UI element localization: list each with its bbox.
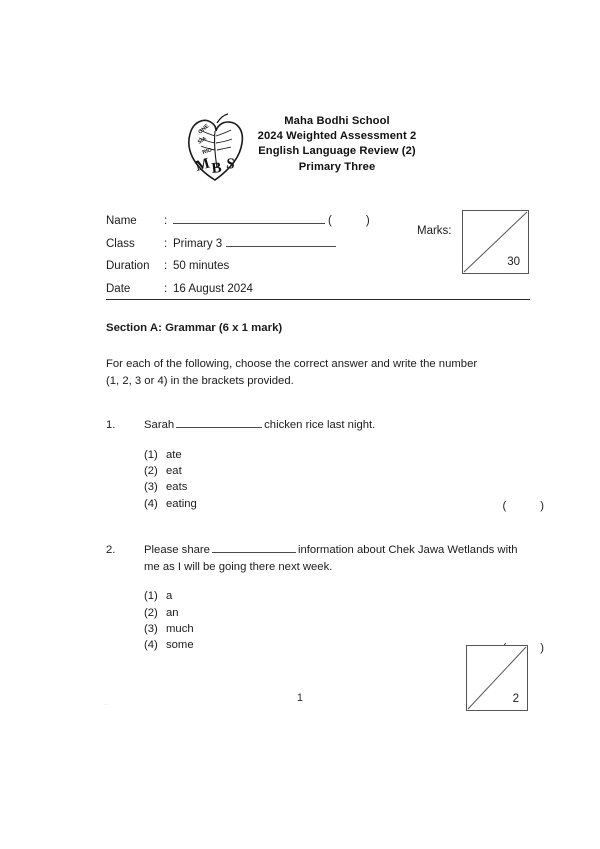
name-value-area [173,210,370,233]
assessment-title: 2024 Weighted Assessment 2 [257,130,417,143]
question-2-blank[interactable] [212,542,296,553]
name-row [106,210,406,233]
question-2-option-3-label: much [166,622,194,635]
school-name: Maha Bodhi School [284,115,390,127]
question-2-option-1[interactable] [144,588,536,604]
date-colon: : [164,282,168,295]
question-1-text-before: Sarah [144,419,175,431]
question-1-blank[interactable] [176,417,262,428]
class-colon: : [164,237,168,250]
svg-text:RIO: RIO [201,147,213,156]
document-header [0,108,600,184]
question-2-option-1-label: a [166,590,173,603]
svg-text:SIA: SIA [196,135,208,146]
class-value: Primary 3 [173,237,223,250]
question-2-paren-close: ) [540,641,544,654]
name-input[interactable] [173,213,325,224]
scan-artifact: .. [104,698,110,707]
subject-title: English Language Review (2) [258,145,416,158]
question-1-option-1-label: ate [166,448,182,461]
question-2-stem [106,542,536,575]
school-crest-icon [184,110,246,184]
level-title: Primary Three [298,160,376,173]
class-row [106,233,406,256]
question-2 [106,542,544,654]
header-title-block [258,108,417,175]
duration-colon: : [164,260,168,272]
question-1-number: 1. [106,419,116,431]
question-1-stem [106,417,536,434]
svg-text:B: B [210,160,223,177]
instructions-line-2: (1, 2, 3 or 4) in the brackets provided. [106,374,294,387]
class-input[interactable] [226,236,336,247]
name-colon: : [164,215,168,227]
page-number: 1 [297,692,303,704]
marks-score-box[interactable] [462,210,529,274]
particulars-block [106,210,406,300]
duration-value: 50 minutes [173,260,230,272]
marks-label: Marks: [417,225,452,237]
duration-row [106,255,406,278]
question-1-paren-open: ( [502,500,507,513]
question-2-text [144,542,536,575]
question-1-option-2-label: eat [166,464,182,477]
svg-text:ONE: ONE [197,123,210,136]
question-2-option-4-number: (4) [144,639,158,652]
date-row [106,278,406,301]
question-2-option-2[interactable] [144,605,536,621]
header-divider [106,299,530,300]
question-1-option-3-number: (3) [144,481,158,494]
class-label: Class [106,237,135,250]
svg-text:S: S [225,156,235,173]
question-2-option-3-number: (3) [144,622,158,635]
question-1-option-2-number: (2) [144,464,158,477]
class-value-area [173,233,336,256]
svg-text:M: M [193,155,212,175]
question-1-option-3[interactable] [144,479,536,495]
question-1-option-4-number: (4) [144,497,158,510]
question-2-number: 2. [106,544,116,557]
question-1-text [144,417,536,434]
bottom-score-value: 2 [512,693,519,705]
question-1-answer-bracket [502,500,544,512]
question-2-option-2-label: an [166,606,179,619]
name-index-paren-open: ( [328,215,332,227]
question-1-paren-close: ) [540,500,544,513]
bottom-score-box[interactable] [466,645,528,711]
name-index-paren-close: ) [365,215,370,227]
question-1-option-3-label: eats [166,481,188,494]
duration-label: Duration [106,260,150,272]
question-2-options [106,588,544,654]
question-2-option-4-label: some [166,639,194,652]
question-2-text-line-2: me as I will be going there next week. [144,560,333,573]
marks-total: 30 [507,256,520,268]
question-1-option-1-number: (1) [144,448,158,461]
question-1-text-after: chicken rice last night. [264,419,376,431]
name-label: Name [106,215,137,227]
question-1-option-4[interactable] [144,496,536,512]
question-1-option-1[interactable] [144,447,536,463]
question-2-text-before: Please share [144,544,210,557]
question-2-option-2-number: (2) [144,606,158,619]
date-label: Date [106,282,131,295]
question-1-option-2[interactable] [144,463,536,479]
question-1 [106,417,544,513]
main-content [106,322,544,680]
question-2-option-1-number: (1) [144,590,158,603]
instructions [106,356,536,389]
question-2-text-after: information about Chek Jawa Wetlands with [297,544,518,557]
question-1-options [106,447,544,513]
instructions-line-1: For each of the following, choose the correct answer and write the number [106,358,478,370]
question-2-option-3[interactable] [144,621,536,637]
section-heading: Section A: Grammar (6 x 1 mark) [106,322,283,334]
question-1-option-4-label: eating [166,497,197,510]
date-value: 16 August 2024 [173,282,253,295]
